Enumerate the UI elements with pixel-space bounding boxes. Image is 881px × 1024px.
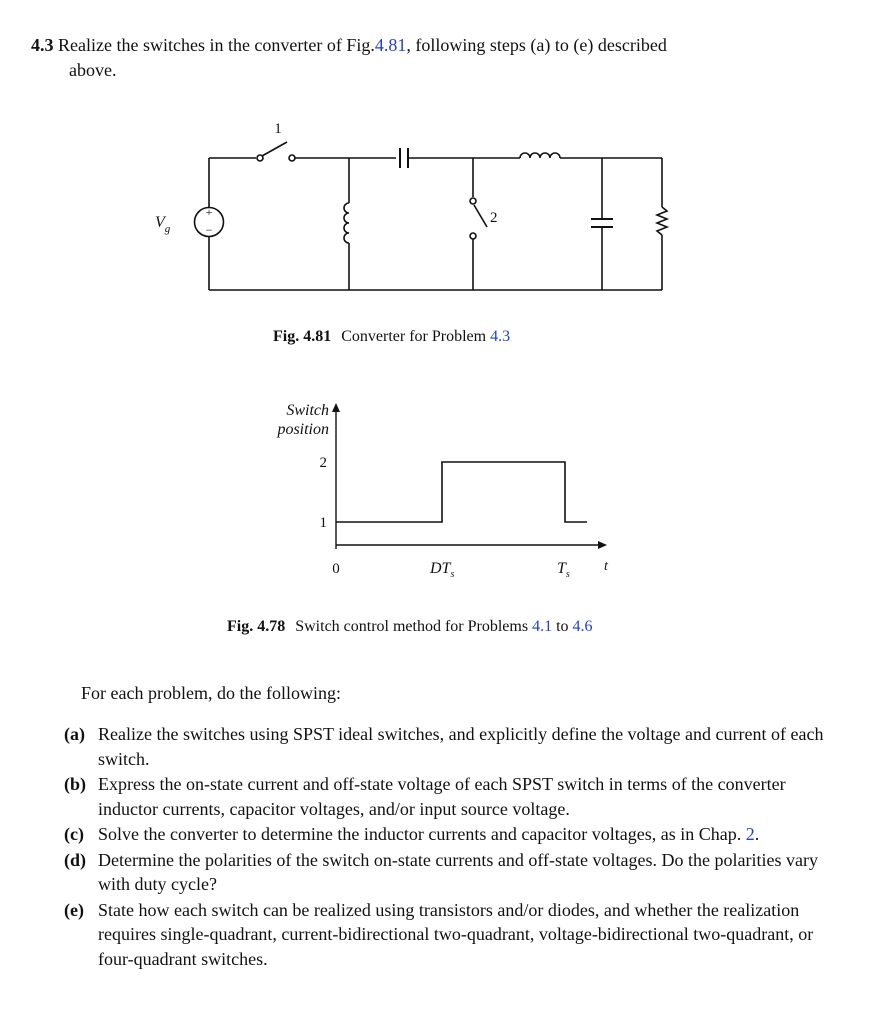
switch1-blade	[262, 142, 287, 156]
waveform-xtick-dt	[429, 560, 454, 580]
problem-text-line2: above.	[69, 60, 117, 80]
problem-text-line1: Realize the switches in the converter of Fig.	[58, 35, 375, 55]
switch2-label: 2	[490, 210, 498, 226]
step-text: State how each switch can be realized using transistors and/or diodes, and whether the realization requires single-quadrant, current-bidirectional two-quadrant, voltage-bidirectional two-quadrant, or four-quadrant switches.	[98, 899, 814, 969]
waveform-xtick-ts-sub: s	[565, 569, 570, 580]
fig-4-78-text: Switch control method for Problems	[295, 618, 533, 635]
step-d	[64, 848, 834, 897]
step-a	[64, 722, 834, 771]
step-label: (a)	[64, 724, 85, 744]
source-label	[155, 214, 171, 235]
waveform-xtick-dt-sub: s	[450, 569, 455, 580]
fig-4-78-caption	[227, 618, 593, 636]
source-plus-sign: +	[205, 205, 213, 219]
step-text: Realize the switches using SPST ideal switches, and explicitly define the voltage and current of each switch.	[98, 724, 824, 769]
fig-4-81-problem-link[interactable]: 4.3	[490, 328, 511, 345]
step-label: (b)	[64, 774, 86, 794]
step-text: Express the on-state current and off-state voltage of each SPST switch in terms of the converter inductor currents, capacitor voltages, and/or input source voltage.	[98, 774, 786, 819]
switch2-contact-top	[470, 198, 476, 204]
waveform-xtick-dt-main: DT	[430, 560, 451, 577]
load-resistor	[657, 207, 667, 235]
step-e	[64, 898, 834, 972]
waveform-xaxis-t: t	[604, 559, 608, 574]
source-minus-sign: −	[205, 223, 213, 237]
steps-list	[64, 722, 834, 972]
step-label: (c)	[64, 824, 84, 844]
source-label-sub: g	[164, 223, 171, 235]
fig-4-78-label: Fig. 4.78	[227, 618, 286, 635]
fig-4-81-text: Converter for Problem	[341, 328, 491, 345]
fig-4-78-ref2-link[interactable]: 4.6	[572, 618, 593, 635]
switch-position-waveform	[336, 462, 587, 522]
waveform-ytick-1: 1	[319, 515, 327, 531]
waveform-xtick-0: 0	[332, 561, 340, 577]
switch2-contact-bottom	[470, 233, 476, 239]
step-text: Determine the polarities of the switch on-state currents and off-state voltages. Do the polarities vary with duty cycle?	[98, 849, 818, 894]
fig-4-81-label: Fig. 4.81	[273, 328, 332, 345]
series-inductor	[520, 153, 560, 158]
waveform-xtick-ts	[557, 560, 570, 580]
step-text-end: .	[754, 824, 760, 844]
waveform-ylabel-line2: position	[277, 421, 329, 438]
chapter-2-link[interactable]: 2	[745, 824, 755, 844]
instructions-intro: For each problem, do the following:	[81, 683, 341, 703]
waveform-ytick-2: 2	[319, 455, 327, 471]
waveform-xtick-ts-main: T	[557, 560, 566, 577]
problem-text-line1-end: , following steps (a) to (e) described	[406, 35, 667, 55]
problem-number: 4.3	[31, 35, 54, 55]
fig-4-78-to: to	[552, 618, 573, 635]
step-label: (d)	[64, 849, 86, 870]
source-label-v: V	[155, 214, 165, 231]
fig-ref-link[interactable]: 4.81	[374, 35, 407, 55]
switch1-contact-right	[289, 155, 295, 161]
fig-4-78-ref1-link[interactable]: 4.1	[532, 618, 553, 635]
step-c	[64, 822, 834, 847]
waveform-ylabel-line1: Switch	[286, 402, 329, 419]
shunt-inductor	[344, 203, 349, 243]
switch1-label: 1	[274, 121, 282, 137]
step-b	[64, 772, 834, 821]
switch2-blade	[474, 205, 487, 227]
fig-4-81-caption	[273, 328, 510, 346]
step-label: (e)	[64, 899, 84, 920]
step-text: Solve the converter to determine the inductor currents and capacitor voltages, as in Chap.	[98, 824, 746, 844]
